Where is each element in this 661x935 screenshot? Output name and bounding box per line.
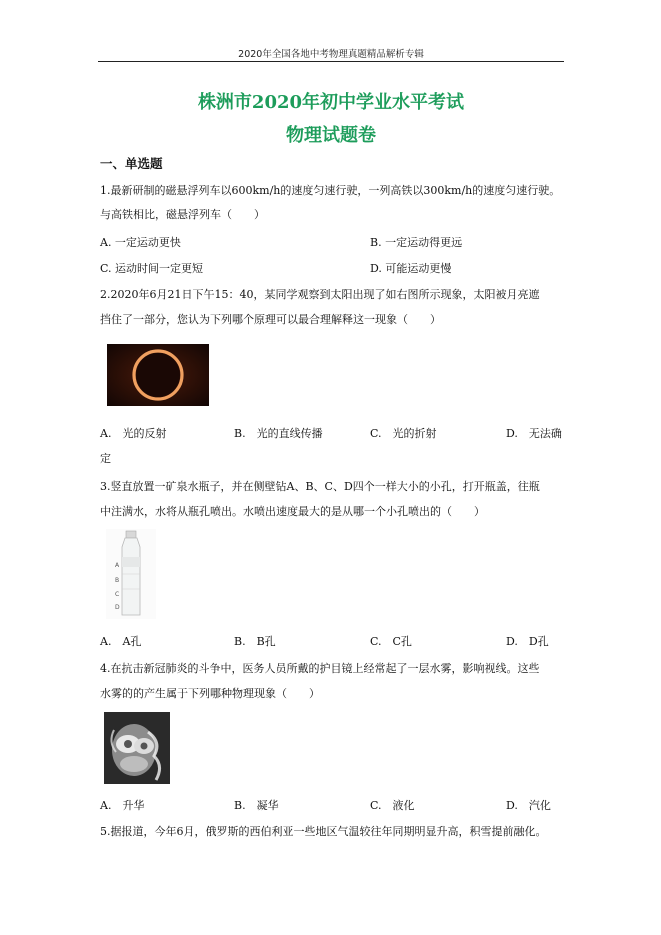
- question-5-line-1: 5.据报道，今年6月，俄罗斯的西伯利亚一些地区气温较往年同期明显升高，积雪提前融化。: [100, 825, 547, 838]
- question-3-option-d[interactable]: D. D孔: [506, 635, 549, 648]
- question-4-line-1: 4.在抗击新冠肺炎的斗争中，医务人员所戴的护目镜上经常起了一层水雾，影响视线。这些: [100, 662, 540, 675]
- goggles-fog-photo: [104, 712, 170, 784]
- exam-title: 株洲市2020年初中学业水平考试: [197, 92, 465, 113]
- question-3-line-1: 3.竖直放置一矿泉水瓶子，并在侧壁钻A、B、C、D四个一样大小的小孔，打开瓶盖，往瓶: [100, 480, 540, 493]
- hole-label-d: D: [115, 604, 120, 611]
- question-1-option-b[interactable]: B. 一定运动得更远: [370, 236, 463, 249]
- question-1-option-c[interactable]: C. 运动时间一定更短: [100, 262, 204, 275]
- question-3-option-a[interactable]: A. A孔: [100, 635, 142, 648]
- question-3-option-c[interactable]: C. C孔: [370, 635, 412, 648]
- question-4-option-d[interactable]: D. 汽化: [506, 799, 551, 812]
- header-rule: [98, 61, 564, 62]
- question-4-option-c[interactable]: C. 液化: [370, 799, 415, 812]
- exam-subtitle: 物理试题卷: [286, 125, 376, 146]
- question-3-line-2: 中注满水，水将从瓶孔喷出。水喷出速度最大的是从哪一个小孔喷出的（ ）: [100, 505, 485, 518]
- question-2-option-c[interactable]: C. 光的折射: [370, 427, 437, 440]
- question-1-option-d[interactable]: D. 可能运动更慢: [370, 262, 452, 275]
- question-2-option-d-wrap: 定: [100, 452, 111, 465]
- question-3-option-b[interactable]: B. B孔: [234, 635, 276, 648]
- running-header: 2020年全国各地中考物理真题精品解析专辑: [238, 49, 424, 60]
- section-heading: 一、单选题: [100, 156, 163, 171]
- question-1-line-2: 与高铁相比，磁悬浮列车（ ）: [100, 208, 265, 221]
- hole-label-b: B: [115, 577, 120, 584]
- question-2-option-d[interactable]: D. 无法确: [506, 427, 562, 440]
- question-2-option-b[interactable]: B. 光的直线传播: [234, 427, 323, 440]
- question-1-line-1: 1.最新研制的磁悬浮列车以600km/h的速度匀速行驶，一列高铁以300km/h的速度匀速行驶。: [100, 184, 561, 197]
- question-4-line-2: 水雾的的产生属于下列哪种物理现象（ ）: [100, 687, 320, 700]
- annular-eclipse-photo: [107, 344, 209, 406]
- question-2-option-a[interactable]: A. 光的反射: [100, 427, 167, 440]
- hole-label-a: A: [115, 562, 120, 569]
- question-4-option-a[interactable]: A. 升华: [100, 799, 145, 812]
- question-4-option-b[interactable]: B. 凝华: [234, 799, 279, 812]
- hole-label-c: C: [115, 591, 120, 598]
- question-2-line-2: 挡住了一部分，您认为下列哪个原理可以最合理解释这一现象（ ）: [100, 313, 441, 326]
- question-2-line-1: 2.2020年6月21日下午15：40，某同学观察到太阳出现了如右图所示现象，太阳被月亮遮: [100, 288, 540, 301]
- question-1-option-a[interactable]: A. 一定运动更快: [100, 236, 181, 249]
- water-bottle-photo: [106, 529, 156, 619]
